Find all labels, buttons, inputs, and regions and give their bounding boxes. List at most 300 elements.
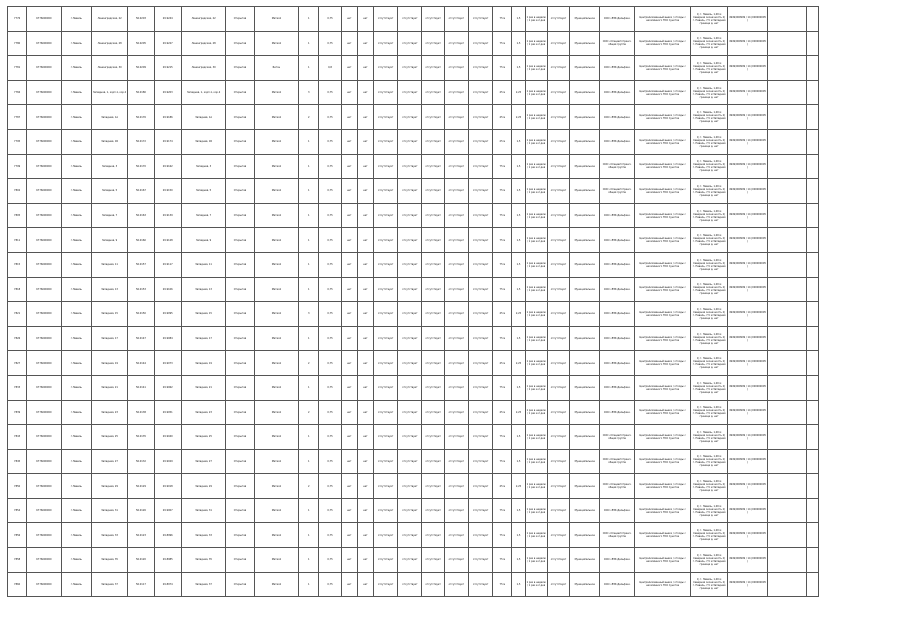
- cell-s2: 1,5: [512, 572, 525, 597]
- cell-addr: Западная, 15: [181, 302, 225, 327]
- cell-v: 0,8: [319, 56, 341, 81]
- cell-s2: 1,5: [512, 154, 525, 179]
- cell-rel: 1) г. Невель, 1,00 м Северная оконечность 2) г. Невель, 7,5 м Западная граница д. нет: [691, 203, 727, 228]
- cell-f1: нет: [341, 56, 357, 81]
- cell-doc: 4949/009999 / 14 (000000005 ): [727, 548, 767, 573]
- cell-lon: 29.8974: [154, 572, 181, 597]
- cell-rel: 1) г. Невель, 1,00 м Северная оконечность 2) г. Невель, 7,5 м Западная граница д. нет: [691, 80, 727, 105]
- cell-kind: Муниципальное: [570, 228, 600, 253]
- cell-rel: 1) г. Невель, 1,00 м Северная оконечность 2) г. Невель, 7,5 м Западная граница д. нет: [691, 375, 727, 400]
- cell-pc: 1 раз в неделю / 1 раз в 2 дня: [525, 105, 547, 130]
- cell-code: 6776000000: [27, 474, 61, 499]
- cell-empty: [806, 129, 818, 154]
- cell-s2: 1,5: [512, 31, 525, 56]
- cell-s1: 75 м: [493, 154, 512, 179]
- table-row: [8, 154, 819, 179]
- table-body: [8, 7, 819, 597]
- cell-doc: 4949/009999 / 14 (000000005 ): [727, 228, 767, 253]
- cell-code: 6776000000: [27, 572, 61, 597]
- cell-f7: отсутствует: [468, 154, 492, 179]
- cell-lat: 56.0144: [128, 351, 154, 376]
- cell-city: г.Невель: [61, 351, 91, 376]
- cell-own: отсутствует: [547, 105, 569, 130]
- cell-own: отсутствует: [547, 548, 569, 573]
- cell-own: отсутствует: [547, 129, 569, 154]
- cell-empty: [768, 80, 806, 105]
- cell-code: 6776000000: [27, 400, 61, 425]
- cell-n: 7780: [8, 31, 27, 56]
- cell-s2: 1,5: [512, 326, 525, 351]
- cell-s1: 45 м: [493, 351, 512, 376]
- cell-mat: Металл: [254, 523, 298, 548]
- cell-street: Западная, 27: [91, 449, 127, 474]
- cell-own: отсутствует: [547, 351, 569, 376]
- cell-f3: отсутствует: [373, 548, 397, 573]
- cell-f3: отсутствует: [373, 351, 397, 376]
- cell-type: Открытая: [226, 7, 254, 32]
- cell-kind: Муниципальное: [570, 548, 600, 573]
- cell-f4: отсутствует: [398, 351, 422, 376]
- cell-empty: [806, 572, 818, 597]
- cell-street: Западная, 17: [91, 326, 127, 351]
- cell-f7: отсутствует: [468, 56, 492, 81]
- cell-pc: 1 раз в неделю / 1 раз в 2 дня: [525, 179, 547, 204]
- cell-f1: нет: [341, 228, 357, 253]
- cell-s1: 75 м: [493, 449, 512, 474]
- cell-org: ООО «Спецавтотранс» общая группа: [600, 449, 634, 474]
- cell-lon: 29.8985: [154, 548, 181, 573]
- cell-s1: 45 м: [493, 302, 512, 327]
- cell-f1: нет: [341, 375, 357, 400]
- cell-pc: 1 раз в неделю / 1 раз в 2 дня: [525, 203, 547, 228]
- cell-f3: отсутствует: [373, 425, 397, 450]
- cell-org: ООО «Спецавтотранс» общая группа: [600, 179, 634, 204]
- cell-rel: 1) г. Невель, 1,00 м Северная оконечность 2) г. Невель, 7,5 м Западная граница д. нет: [691, 474, 727, 499]
- cell-org: ООО «ЕЭК Дельфин»: [600, 252, 634, 277]
- cell-f2: нет: [357, 351, 373, 376]
- cell-doc: 4949/009999 / 14 (000000005 ): [727, 154, 767, 179]
- cell-code: 6776000000: [27, 7, 61, 32]
- cell-s2: 1,5: [512, 425, 525, 450]
- cell-n: 7833: [8, 375, 27, 400]
- cell-empty: [768, 56, 806, 81]
- cell-s1: 75 м: [493, 228, 512, 253]
- cell-s1: 75 м: [493, 425, 512, 450]
- cell-empty: [806, 425, 818, 450]
- cell-city: г.Невель: [61, 105, 91, 130]
- cell-s2: 1,5: [512, 228, 525, 253]
- cell-street: Западная, 1, корп.1, кор.2: [91, 80, 127, 105]
- cell-f3: отсутствует: [373, 474, 397, 499]
- cell-n: 7856: [8, 523, 27, 548]
- cell-empty: [768, 31, 806, 56]
- cell-addr: Западная, 25: [181, 425, 225, 450]
- cell-lat: 56.0170: [128, 154, 154, 179]
- cell-f4: отсутствует: [398, 7, 422, 32]
- cell-addr: Западная, 27: [181, 449, 225, 474]
- cell-org: ООО «ЕЭК Дельфин»: [600, 400, 634, 425]
- cell-lat: 56.0132: [128, 449, 154, 474]
- cell-mat: Металл: [254, 351, 298, 376]
- cell-f1: нет: [341, 154, 357, 179]
- cell-street: Западная, 31: [91, 498, 127, 523]
- cell-empty: [806, 105, 818, 130]
- cell-city: г.Невель: [61, 375, 91, 400]
- cell-f1: нет: [341, 474, 357, 499]
- cell-f2: нет: [357, 203, 373, 228]
- cell-type: Открытая: [226, 203, 254, 228]
- cell-type: Открытая: [226, 154, 254, 179]
- cell-s2: 1,5: [512, 252, 525, 277]
- cell-f3: отсутствует: [373, 400, 397, 425]
- cell-type: Открытая: [226, 56, 254, 81]
- cell-f2: нет: [357, 80, 373, 105]
- cell-street: Западная, 19: [91, 351, 127, 376]
- cell-org: ООО «ЕЭК Дельфин»: [600, 7, 634, 32]
- cell-doc: 4949/009999 / 14 (000000005 ): [727, 105, 767, 130]
- cell-rel: 1) г. Невель, 1,00 м Северная оконечность 2) г. Невель, 7,5 м Западная граница д. нет: [691, 498, 727, 523]
- cell-s1: 45 м: [493, 400, 512, 425]
- cell-pc: 1 раз в неделю / 1 раз в 2 дня: [525, 277, 547, 302]
- cell-mode: Централизованный вывоз / отходы с населённого ТКО пунктов: [634, 498, 691, 523]
- cell-empty: [768, 375, 806, 400]
- cell-rel: 1) г. Невель, 1,00 м Северная оконечность 2) г. Невель, 7,5 м Западная граница д. нет: [691, 400, 727, 425]
- cell-type: Открытая: [226, 523, 254, 548]
- table-row: [8, 523, 819, 548]
- cell-lat: 56.0157: [128, 252, 154, 277]
- cell-rel: 1) г. Невель, 1,00 м Северная оконечность 2) г. Невель, 7,5 м Западная граница д. нет: [691, 56, 727, 81]
- cell-v: 0,75: [319, 351, 341, 376]
- cell-mat: Металл: [254, 228, 298, 253]
- cell-type: Открытая: [226, 252, 254, 277]
- cell-pc: 1 раз в неделю / 1 раз в 2 дня: [525, 400, 547, 425]
- cell-kind: Муниципальное: [570, 56, 600, 81]
- cell-pc: 1 раз в неделю / 1 раз в 2 дня: [525, 326, 547, 351]
- cell-f3: отсутствует: [373, 572, 397, 597]
- cell-f4: отсутствует: [398, 548, 422, 573]
- cell-lat: 56.0135: [128, 425, 154, 450]
- cell-pc: 1 раз в неделю / 1 раз в 2 дня: [525, 375, 547, 400]
- cell-pc: 1 раз в неделю / 1 раз в 2 дня: [525, 572, 547, 597]
- cell-q: 1: [299, 154, 319, 179]
- cell-q: 1: [299, 277, 319, 302]
- cell-mat: Металл: [254, 129, 298, 154]
- cell-mode: Централизованный вывоз / отходы с населённого ТКО пунктов: [634, 129, 691, 154]
- cell-f5: отсутствует: [422, 252, 444, 277]
- cell-f2: нет: [357, 179, 373, 204]
- table-row: [8, 425, 819, 450]
- cell-v: 0,75: [319, 154, 341, 179]
- cell-f6: отсутствует: [444, 277, 468, 302]
- cell-q: 1: [299, 7, 319, 32]
- cell-empty: [806, 400, 818, 425]
- cell-empty: [768, 179, 806, 204]
- cell-kind: Муниципальное: [570, 105, 600, 130]
- cell-s2: 2,25: [512, 302, 525, 327]
- cell-f6: отсутствует: [444, 56, 468, 81]
- cell-q: 1: [299, 179, 319, 204]
- cell-empty: [806, 277, 818, 302]
- cell-f7: отсутствует: [468, 105, 492, 130]
- cell-rel: 1) г. Невель, 1,00 м Северная оконечность 2) г. Невель, 7,5 м Западная граница д. нет: [691, 449, 727, 474]
- cell-lon: 29.9018: [154, 474, 181, 499]
- cell-f5: отсутствует: [422, 375, 444, 400]
- cell-doc: 4949/009999 / 14 (000000005 ): [727, 425, 767, 450]
- cell-pc: 1 раз в неделю / 1 раз в 2 дня: [525, 351, 547, 376]
- cell-addr: Западная, 31: [181, 498, 225, 523]
- cell-empty: [806, 179, 818, 204]
- cell-q: 1: [299, 228, 319, 253]
- cell-f5: отсутствует: [422, 56, 444, 81]
- table-row: [8, 277, 819, 302]
- cell-type: Открытая: [226, 277, 254, 302]
- cell-empty: [806, 523, 818, 548]
- cell-n: 7826: [8, 326, 27, 351]
- cell-rel: 1) г. Невель, 1,00 м Северная оконечность 2) г. Невель, 7,5 м Западная граница д. нет: [691, 129, 727, 154]
- cell-city: г.Невель: [61, 302, 91, 327]
- cell-empty: [768, 572, 806, 597]
- cell-lat: 56.0117: [128, 572, 154, 597]
- table-row: [8, 179, 819, 204]
- cell-addr: Ленинградская, 22: [181, 7, 225, 32]
- cell-mat: Металл: [254, 375, 298, 400]
- cell-v: 0,75: [319, 498, 341, 523]
- cell-f5: отсутствует: [422, 302, 444, 327]
- cell-own: отсутствует: [547, 302, 569, 327]
- cell-mode: Централизованный вывоз / отходы с населённого ТКО пунктов: [634, 326, 691, 351]
- cell-v: 0,75: [319, 400, 341, 425]
- cell-doc: 4949/009999 / 14 (000000005 ): [727, 449, 767, 474]
- cell-f5: отсутствует: [422, 474, 444, 499]
- cell-lon: 29.9084: [154, 326, 181, 351]
- cell-s2: 1,5: [512, 56, 525, 81]
- table-row: [8, 105, 819, 130]
- cell-f4: отсутствует: [398, 572, 422, 597]
- cell-s2: 1,5: [512, 449, 525, 474]
- cell-f2: нет: [357, 154, 373, 179]
- table-row: [8, 572, 819, 597]
- cell-city: г.Невель: [61, 498, 91, 523]
- cell-lat: 56.0147: [128, 326, 154, 351]
- cell-city: г.Невель: [61, 179, 91, 204]
- cell-s2: 1,5: [512, 277, 525, 302]
- cell-f1: нет: [341, 302, 357, 327]
- cell-lat: 56.0176: [128, 105, 154, 130]
- cell-q: 1: [299, 498, 319, 523]
- cell-street: Западная, 1Б: [91, 129, 127, 154]
- cell-empty: [768, 7, 806, 32]
- cell-lat: 56.0153: [128, 277, 154, 302]
- cell-kind: Муниципальное: [570, 425, 600, 450]
- cell-f1: нет: [341, 498, 357, 523]
- cell-f4: отсутствует: [398, 425, 422, 450]
- cell-f2: нет: [357, 252, 373, 277]
- cell-doc: 4949/009999 / 14 (000000005 ): [727, 302, 767, 327]
- cell-pc: 1 раз в неделю / 1 раз в 2 дня: [525, 31, 547, 56]
- cell-street: Ленинградская, 30: [91, 56, 127, 81]
- cell-f5: отсутствует: [422, 572, 444, 597]
- cell-doc: 4949/009999 / 14 (000000005 ): [727, 203, 767, 228]
- cell-f4: отсутствует: [398, 80, 422, 105]
- cell-s1: 75 м: [493, 498, 512, 523]
- cell-f1: нет: [341, 326, 357, 351]
- cell-s2: 1,5: [512, 548, 525, 573]
- cell-lat: 56.0180: [128, 80, 154, 105]
- cell-own: отсутствует: [547, 56, 569, 81]
- cell-pc: 1 раз в неделю / 1 раз в 2 дня: [525, 498, 547, 523]
- cell-empty: [806, 548, 818, 573]
- cell-f4: отсутствует: [398, 129, 422, 154]
- cell-f5: отсутствует: [422, 351, 444, 376]
- cell-q: 2: [299, 474, 319, 499]
- cell-f6: отсутствует: [444, 548, 468, 573]
- cell-code: 6776000000: [27, 449, 61, 474]
- cell-f4: отсутствует: [398, 326, 422, 351]
- cell-empty: [806, 375, 818, 400]
- cell-kind: Муниципальное: [570, 523, 600, 548]
- cell-v: 0,75: [319, 548, 341, 573]
- cell-f3: отсутствует: [373, 523, 397, 548]
- cell-own: отсутствует: [547, 326, 569, 351]
- cell-f6: отсутствует: [444, 228, 468, 253]
- cell-addr: Западная, 19: [181, 351, 225, 376]
- cell-org: ООО «ЕЭК Дельфин»: [600, 302, 634, 327]
- cell-street: Западная, 7: [91, 203, 127, 228]
- cell-empty: [806, 228, 818, 253]
- cell-q: 1: [299, 523, 319, 548]
- cell-mat: Металл: [254, 425, 298, 450]
- cell-rel: 1) г. Невель, 1,00 м Северная оконечность 2) г. Невель, 7,5 м Западная граница д. нет: [691, 105, 727, 130]
- cell-f6: отсутствует: [444, 105, 468, 130]
- cell-f2: нет: [357, 56, 373, 81]
- cell-city: г.Невель: [61, 572, 91, 597]
- cell-code: 6776000000: [27, 154, 61, 179]
- cell-q: 1: [299, 56, 319, 81]
- cell-f3: отсутствует: [373, 203, 397, 228]
- cell-pc: 1 раз в неделю / 1 раз в 2 дня: [525, 523, 547, 548]
- cell-empty: [806, 449, 818, 474]
- cell-f6: отсутствует: [444, 252, 468, 277]
- cell-f1: нет: [341, 252, 357, 277]
- cell-addr: Западная, 11: [181, 252, 225, 277]
- cell-empty: [806, 7, 818, 32]
- cell-empty: [768, 203, 806, 228]
- cell-type: Открытая: [226, 425, 254, 450]
- cell-rel: 1) г. Невель, 1,00 м Северная оконечность 2) г. Невель, 7,5 м Западная граница д. нет: [691, 548, 727, 573]
- cell-empty: [806, 474, 818, 499]
- cell-f2: нет: [357, 7, 373, 32]
- cell-mat: Металл: [254, 80, 298, 105]
- cell-mode: Централизованный вывоз / отходы с населённого ТКО пунктов: [634, 523, 691, 548]
- table-row: [8, 7, 819, 32]
- cell-rel: 1) г. Невель, 1,00 м Северная оконечность 2) г. Невель, 7,5 м Западная граница д. нет: [691, 179, 727, 204]
- cell-rel: 1) г. Невель, 1,00 м Северная оконечность 2) г. Невель, 7,5 м Западная граница д. нет: [691, 31, 727, 56]
- cell-own: отсутствует: [547, 80, 569, 105]
- table-row: [8, 203, 819, 228]
- cell-lat: 56.0172: [128, 129, 154, 154]
- cell-kind: Муниципальное: [570, 498, 600, 523]
- cell-own: отсутствует: [547, 228, 569, 253]
- cell-s2: 1,5: [512, 375, 525, 400]
- cell-lat: 56.0205: [128, 31, 154, 56]
- cell-s2: 1,5: [512, 7, 525, 32]
- cell-n: 7799: [8, 154, 27, 179]
- cell-mat: Бетон: [254, 56, 298, 81]
- cell-org: ООО «Спецавтотранс» общая группа: [600, 425, 634, 450]
- cell-lon: 29.9040: [154, 425, 181, 450]
- cell-f7: отсутствует: [468, 31, 492, 56]
- cell-empty: [768, 105, 806, 130]
- cell-f2: нет: [357, 302, 373, 327]
- cell-own: отсутствует: [547, 31, 569, 56]
- cell-f4: отсутствует: [398, 154, 422, 179]
- cell-f2: нет: [357, 523, 373, 548]
- cell-type: Открытая: [226, 105, 254, 130]
- cell-mat: Металл: [254, 302, 298, 327]
- cell-s2: 2,25: [512, 400, 525, 425]
- document-page: [7, 6, 900, 633]
- cell-s1: 75 м: [493, 31, 512, 56]
- cell-lat: 56.0120: [128, 548, 154, 573]
- cell-f3: отсутствует: [373, 302, 397, 327]
- cell-s1: 75 м: [493, 179, 512, 204]
- cell-f1: нет: [341, 523, 357, 548]
- cell-pc: 1 раз в неделю / 1 раз в 2 дня: [525, 228, 547, 253]
- cell-f4: отсутствует: [398, 277, 422, 302]
- cell-doc: 4949/009999 / 14 (000000005 ): [727, 179, 767, 204]
- cell-q: 1: [299, 548, 319, 573]
- cell-mode: Централизованный вывоз / отходы с населённого ТКО пунктов: [634, 302, 691, 327]
- cell-type: Открытая: [226, 179, 254, 204]
- cell-v: 0,75: [319, 449, 341, 474]
- cell-empty: [768, 154, 806, 179]
- cell-s1: 75 м: [493, 572, 512, 597]
- cell-rel: 1) г. Невель, 1,00 м Северная оконечность 2) г. Невель, 7,5 м Западная граница д. нет: [691, 302, 727, 327]
- cell-mode: Централизованный вывоз / отходы с населённого ТКО пунктов: [634, 548, 691, 573]
- cell-f3: отсутствует: [373, 80, 397, 105]
- cell-n: 7784: [8, 80, 27, 105]
- cell-f1: нет: [341, 105, 357, 130]
- cell-org: ООО «ЕЭК Дельфин»: [600, 203, 634, 228]
- cell-rel: 1) г. Невель, 1,00 м Северная оконечность 2) г. Невель, 7,5 м Западная граница д. нет: [691, 228, 727, 253]
- cell-rel: 1) г. Невель, 1,00 м Северная оконечность 2) г. Невель, 7,5 м Западная граница д. нет: [691, 7, 727, 32]
- cell-lon: 29.9106: [154, 277, 181, 302]
- cell-mode: Централизованный вывоз / отходы с населённого ТКО пунктов: [634, 252, 691, 277]
- cell-type: Открытая: [226, 548, 254, 573]
- table-row: [8, 548, 819, 573]
- cell-doc: 4949/009999 / 14 (000000005 ): [727, 351, 767, 376]
- cell-own: отсутствует: [547, 498, 569, 523]
- cell-lon: 29.9215: [154, 56, 181, 81]
- cell-doc: 4949/009999 / 14 (000000005 ): [727, 375, 767, 400]
- cell-empty: [768, 548, 806, 573]
- cell-q: 1: [299, 203, 319, 228]
- cell-v: 0,75: [319, 474, 341, 499]
- cell-q: 1: [299, 31, 319, 56]
- cell-v: 0,75: [319, 31, 341, 56]
- cell-empty: [768, 425, 806, 450]
- table-row: [8, 129, 819, 154]
- cell-doc: 4949/009999 / 14 (000000005 ): [727, 7, 767, 32]
- cell-n: 7860: [8, 572, 27, 597]
- cell-rel: 1) г. Невель, 1,00 м Северная оконечность 2) г. Невель, 7,5 м Западная граница д. нет: [691, 351, 727, 376]
- cell-empty: [806, 80, 818, 105]
- cell-f1: нет: [341, 31, 357, 56]
- cell-pc: 1 раз в неделю / 1 раз в 2 дня: [525, 7, 547, 32]
- cell-doc: 4949/009999 / 14 (000000005 ): [727, 498, 767, 523]
- table-row: [8, 326, 819, 351]
- cell-q: 1: [299, 252, 319, 277]
